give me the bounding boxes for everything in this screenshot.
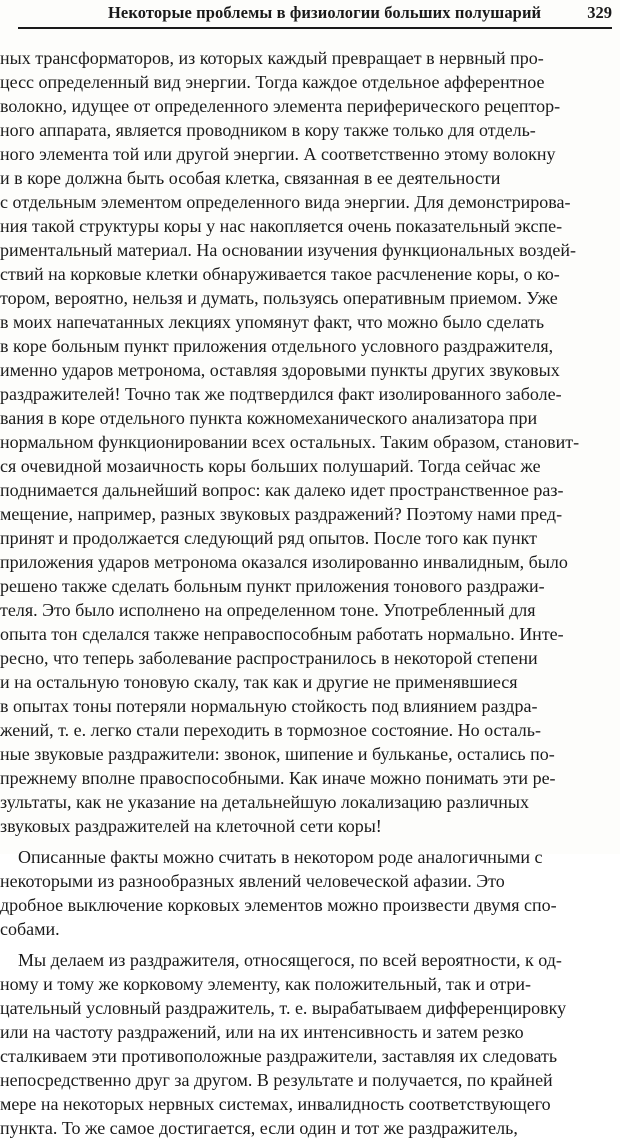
body-text [0,46,612,1140]
text-line: прежнему вполне правоспособными. Как иначе можно понимать эти ре- [0,768,556,788]
text-line: поднимается дальнейший вопрос: как далеко идет пространственное раз- [0,480,564,500]
paragraph [0,845,612,941]
text-line: собами. [0,919,60,939]
text-line: пункта. То же самое достигается, если один и тот же раздражитель, [0,1118,518,1138]
text-line: риментальный материал. На основании изучения функциональных воздей- [0,240,576,260]
text-line: в коре больным пункт приложения отдельного условного раздражителя, [0,336,554,356]
text-line: цательный условный раздражитель, т. е. вырабатываем дифференцировку [0,998,567,1018]
text-line: тором, вероятно, нельзя и думать, пользуясь оперативным приемом. Уже [0,288,558,308]
text-line: ся очевидной мозаичность коры больших полушарий. Тогда сейчас же [0,456,541,476]
running-title: Некоторые проблемы в физиологии больших полушарий [108,3,542,22]
text-line: в моих напечатанных лекциях упомянут факт, что можно было сделать [0,312,545,332]
text-line: ния такой структуры коры у нас накопляется очень показательный экспе- [0,216,563,236]
text-line: или на частоту раздражений, или на их интенсивность и затем резко [0,1022,524,1042]
text-line: сталкиваем эти противоположные раздражители, заставляя их следовать [0,1046,558,1066]
text-line: дробное выключение корковых элементов можно произвести двумя спо- [0,895,557,915]
text-line: зультаты, как не указание на детальнейшую локализацию различных [0,792,529,812]
text-line: решено также сделать больным пункт приложения тонового раздражи- [0,576,545,596]
text-line: и в коре должна быть особая клетка, связанная в ее деятельности [0,168,501,188]
text-line: именно ударов метронома, оставляя здоровыми пункты других звуковых [0,360,560,380]
text-line: принят и продолжается следующий ряд опытов. После того как пункт [0,528,538,548]
page-number: 329 [587,3,612,22]
text-line: жений, т. е. легко стали переходить в тормозное состояние. Но осталь- [0,720,541,740]
text-line: цесс определенный вид энергии. Тогда каждое отдельное афферентное [0,72,545,92]
page-header [18,3,612,25]
text-line: приложения ударов метронома оказался изолированно инвалидным, было [0,552,568,572]
text-line: ному и тому же корковому элементу, как положительный, так и отри- [0,974,532,994]
text-line: нормальном функционировании всех остальных. Таким образом, становит- [0,432,580,452]
text-line: мере на некоторых нервных системах, инвалидность соответствующего [0,1094,551,1114]
text-line: ствий на корковые клетки обнаруживается такое расчленение коры, о ко- [0,264,560,284]
text-line: ного элемента той или другой энергии. А соответственно этому волокну [0,144,556,164]
text-line: ресно, что теперь заболевание распространилось в некоторой степени [0,648,538,668]
text-line: в опытах тоны потеряли нормальную стойкость под влиянием раздра- [0,696,538,716]
text-line: опыта тон сделался также неправоспособным работать нормально. Инте- [0,624,564,644]
text-line: ные звуковые раздражители: звонок, шипение и бульканье, остались по- [0,744,555,764]
text-line: волокно, идущее от определенного элемента периферического рецептор- [0,96,561,116]
text-line: некоторыми из разнообразных явлений человеческой афазии. Это [0,871,505,891]
text-line: с отдельным элементом определенного вида энергии. Для демонстрирова- [0,192,571,212]
header-rule [18,27,612,29]
text-line: вания в коре отдельного пункта кожномеханического анализатора при [0,408,538,428]
text-line: ных трансформаторов, из которых каждый превращает в нервный про- [0,48,544,68]
text-line: раздражителей! Точно так же подтвердился факт изолированного заболе- [0,384,562,404]
text-line: теля. Это было исполнено на определенном тоне. Употребленный для [0,600,536,620]
paragraph [0,46,612,838]
text-line: Мы делаем из раздражителя, относящегося, по всей вероятности, к од- [0,950,562,970]
paragraph [0,948,612,1140]
text-line: непосредственно друг за другом. В результате и получается, по крайней [0,1070,553,1090]
text-line: звуковых раздражителей на клеточной сети коры! [0,816,382,836]
text-line: и на остальную тоновую скалу, так как и другие не применявшиеся [0,672,518,692]
text-line: ного аппарата, является проводником в кору также только для отдель- [0,120,536,140]
text-line: Описанные факты можно считать в некотором роде аналогичными с [0,847,543,867]
text-line: мещение, например, разных звуковых раздражений? Поэтому нами пред- [0,504,563,524]
